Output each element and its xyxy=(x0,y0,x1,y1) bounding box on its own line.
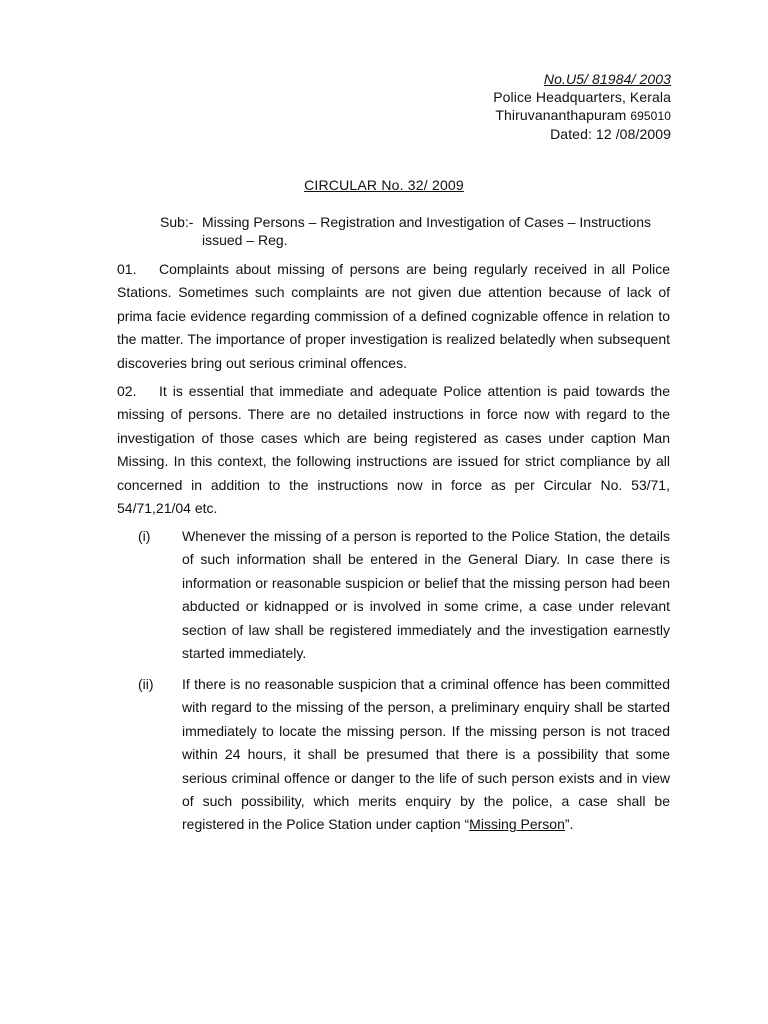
subject-line-2: issued – Reg. xyxy=(202,232,288,248)
list-marker: (ii) xyxy=(138,676,154,692)
pin-code: 695010 xyxy=(630,109,671,123)
list-item-text xyxy=(182,673,670,837)
date-line: Dated: 12 /08/2009 xyxy=(550,126,671,142)
subject-line-1 xyxy=(160,213,670,231)
list-item-ii xyxy=(138,673,670,837)
paragraph-01 xyxy=(117,258,670,375)
paragraph-text: Complaints about missing of persons are being regularly received in all Police Stations. Sometimes such complaints are not given due attention because of lack of prima facie evidence regarding commission of a defined cognizable offence in relation to the matter. The importance of proper investigation is realized belatedly when subsequent discoveries bring out serious criminal offences. xyxy=(117,261,670,371)
missing-person-caption: Missing Person xyxy=(469,816,565,833)
office-name: Police Headquarters, Kerala xyxy=(493,89,671,105)
circular-title: CIRCULAR No. 32/ 2009 xyxy=(304,177,464,193)
paragraph-number: 02. xyxy=(117,383,137,399)
list-item-text-main: If there is no reasonable suspicion that a criminal offence has been committed with regard to the missing of the person, a preliminary enquiry shall be started immediately to locate the missing person. If the missing person is not traced within 24 hours, it shall be presumed that there is a possibility that some serious criminal offence or danger to the life of such person exists and in view of such possibility, which merits enquiry by the police, a case shall be registered in the Police Station under caption “ xyxy=(182,676,670,833)
list-marker: (i) xyxy=(138,528,151,544)
paragraph-text: It is essential that immediate and adequate Police attention is paid towards the missing of persons. There are no detailed instructions in force now with regard to the investigation of those cases which are being registered as cases under caption Man Missing. In this context, the following instructions are issued for strict compliance by all concerned in addition to the instructions now in force as per Circular No. 53/71, 54/71,21/04 etc. xyxy=(117,383,670,517)
subject-prefix: Sub:- xyxy=(160,214,194,230)
subject-text-1: Missing Persons – Registration and Investigation of Cases – Instructions xyxy=(202,214,652,230)
paragraph-02 xyxy=(117,380,670,520)
reference-number: No.U5/ 81984/ 2003 xyxy=(543,71,671,87)
header-block xyxy=(493,70,671,143)
office-address xyxy=(493,106,671,125)
subject-block xyxy=(160,213,670,249)
city-name: Thiruvananthapuram xyxy=(495,107,627,123)
list-item-i xyxy=(138,525,670,665)
list-item-text-end: ”. xyxy=(564,816,574,833)
list-item-text: Whenever the missing of a person is reported to the Police Station, the details of such information shall be entered in the General Diary. In case there is information or reasonable suspicion or belief that the missing person had been abducted or kidnapped or is involved in some crime, a case under relevant section of law shall be registered immediately and the investigation earnestly started immediately. xyxy=(182,528,670,662)
paragraph-number: 01. xyxy=(117,261,137,277)
